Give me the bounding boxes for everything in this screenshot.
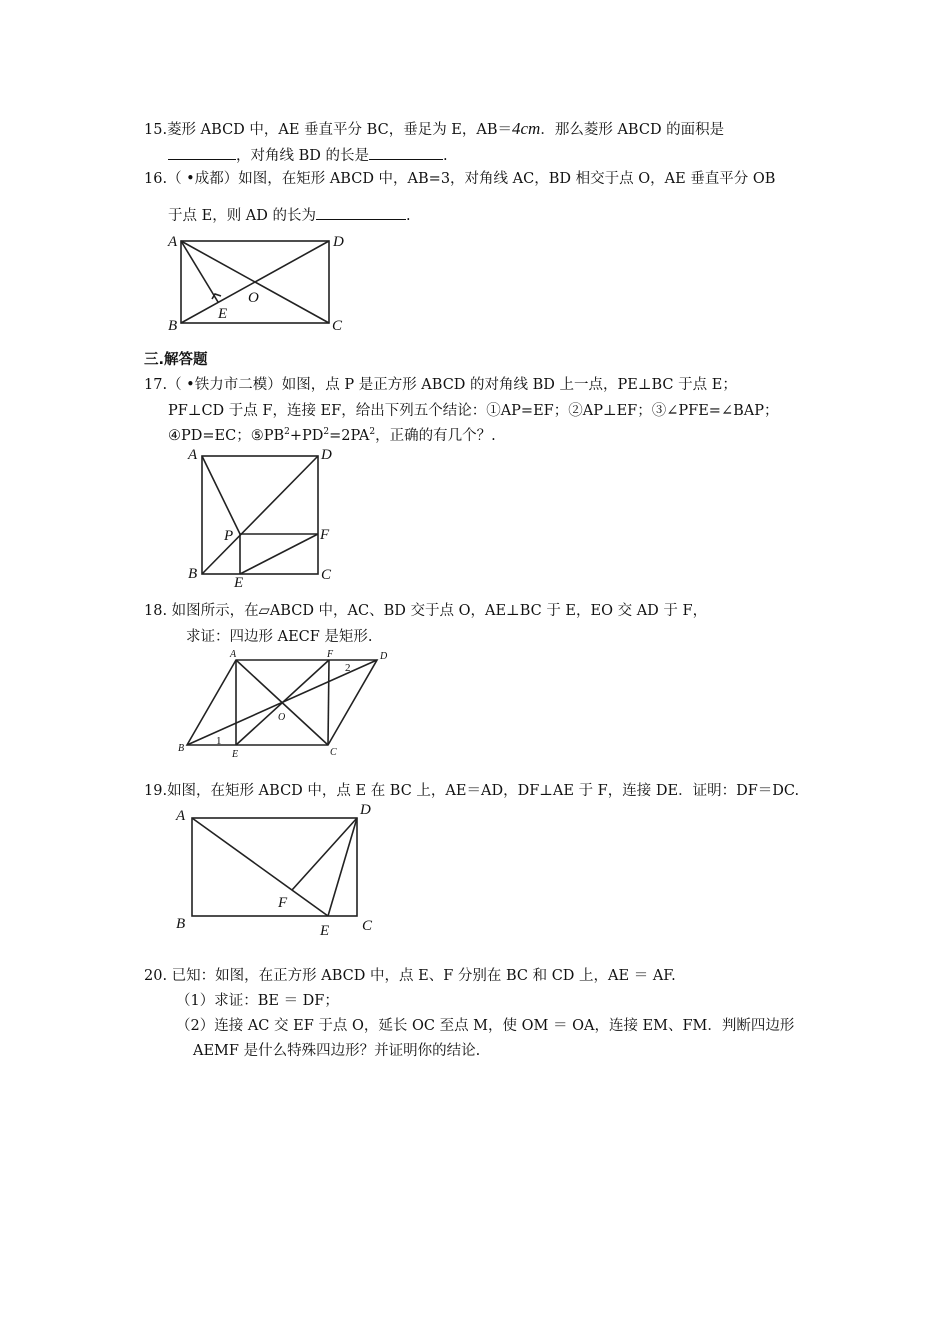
q19-segment-df — [292, 818, 357, 890]
q20-line-2: （1）求证：BE ＝ DF； — [176, 993, 339, 1009]
q15-text-2: ．那么菱形 ABCD 的面积是 — [540, 122, 725, 138]
q17-line-1 — [144, 375, 737, 395]
q16-text-1: （ •成都）如图，在矩形 ABCD 中，AB=3，对角线 AC，BD 相交于点 O，AE 垂直平分 OB — [167, 171, 776, 187]
q18-number: 18. — [144, 603, 168, 619]
q17-sup-1: 2 — [284, 427, 290, 437]
q17-label-d: D — [321, 447, 332, 463]
q20-line-1 — [144, 966, 676, 986]
q20-number: 20. — [144, 968, 168, 984]
q16-label-a: A — [168, 234, 178, 250]
q19-label-b: B — [176, 916, 186, 932]
q20-line-3: （2）连接 AC 交 EF 于点 O，延长 OC 至点 M，使 OM ＝ OA，连接 EM、FM．判断四边形 — [176, 1018, 795, 1034]
q18-label-o: O — [278, 712, 286, 723]
q16-figure — [160, 230, 360, 340]
q17-figure — [180, 444, 350, 589]
q18-label-f: F — [327, 649, 334, 660]
q18-angle-1: 1 — [216, 735, 222, 747]
q18-segment-fc — [328, 660, 329, 745]
q19-text-1: 如图，在矩形 ABCD 中，点 E 在 BC 上，AE＝AD，DF⊥AE 于 F，连接 DE．证明：DF＝DC. — [167, 783, 800, 799]
q17-segment-ap — [202, 456, 240, 534]
q19-label-c: C — [362, 918, 373, 934]
q18-line-1 — [144, 601, 707, 621]
q16-label-d: D — [333, 234, 344, 250]
q17-sup-2: 2 — [323, 427, 330, 437]
q17-text-1: （ •铁力市二模）如图，点 P 是正方形 ABCD 的对角线 BD 上一点，PE⊥BC 于点 E； — [167, 377, 737, 393]
q20-text-1: 已知：如图，在正方形 ABCD 中，点 E、F 分别在 BC 和 CD 上，AE ＝ AF. — [171, 968, 676, 984]
q17-number: 17. — [144, 377, 168, 393]
q17-sup-3: 2 — [369, 427, 376, 437]
q19-line-1 — [144, 781, 799, 801]
q16-blank — [316, 205, 406, 220]
q17-text-3c: =2PA — [329, 428, 370, 444]
q18-label-e: E — [232, 749, 239, 760]
q17-label-b: B — [188, 566, 198, 582]
q19-label-a: A — [176, 808, 186, 824]
q17-label-p: P — [224, 528, 234, 544]
q15-blank-bd — [369, 145, 443, 160]
q17-text-3a: ④PD=EC；⑤PB — [168, 428, 285, 444]
q18-angle-2: 2 — [345, 662, 351, 674]
q17-label-f: F — [320, 527, 330, 543]
q19-number: 19. — [144, 783, 168, 799]
q19-label-f: F — [278, 895, 288, 911]
section-3-heading: 三.解答题 — [144, 352, 208, 368]
q18-label-b: B — [178, 743, 185, 754]
q20-line-4: AEMF 是什么特殊四边形？并证明你的结论. — [193, 1043, 481, 1059]
q19-segment-ae — [192, 818, 328, 916]
q15-text-4: . — [443, 148, 448, 164]
q18-line-2: 求证：四边形 AECF 是矩形. — [186, 629, 373, 645]
q17-line-3 — [168, 426, 496, 446]
q15-line-2 — [168, 145, 448, 166]
q19-label-d: D — [360, 802, 371, 818]
q19-figure — [170, 800, 380, 940]
q16-text-3: . — [406, 208, 411, 224]
q19-label-e: E — [320, 923, 330, 939]
q15-number: 15. — [144, 122, 168, 138]
q16-line-2 — [168, 205, 411, 226]
q16-label-b: B — [168, 318, 178, 334]
q16-number: 16. — [144, 171, 168, 187]
q16-label-e: E — [218, 306, 228, 322]
q15-text-1: 菱形 ABCD 中，AE 垂直平分 BC，垂足为 E，AB＝ — [167, 122, 513, 138]
q17-label-c: C — [321, 567, 332, 583]
q18-label-c: C — [330, 747, 337, 758]
q16-segment-ae — [181, 241, 218, 302]
q17-text-3d: ，正确的有几个？. — [375, 428, 496, 444]
q17-line-2: PF⊥CD 于点 F，连接 EF，给出下列五个结论：①AP=EF；②AP⊥EF；③∠PFE=∠BAP； — [168, 403, 779, 419]
q16-text-2: 于点 E，则 AD 的长为 — [168, 208, 317, 224]
q16-label-c: C — [332, 318, 343, 334]
q18-figure — [172, 645, 402, 760]
q15-line-1 — [144, 119, 724, 140]
q18-text-1: 如图所示，在▱ABCD 中，AC、BD 交于点 O，AE⊥BC 于 E，EO 交 AD 于 F， — [171, 603, 708, 619]
q16-line-1 — [144, 169, 775, 189]
q15-length: 4cm — [512, 119, 541, 138]
q17-segment-ef — [240, 534, 318, 574]
q15-blank-area — [168, 145, 236, 160]
q19-segment-de — [328, 818, 357, 916]
q17-label-a: A — [188, 447, 198, 463]
q16-label-o: O — [248, 290, 259, 306]
q17-label-e: E — [234, 575, 244, 591]
q18-label-a: A — [230, 649, 237, 660]
q17-diagonal-bd — [202, 456, 318, 574]
q15-text-3: ，对角线 BD 的长是 — [236, 148, 369, 164]
q18-label-d: D — [380, 651, 388, 662]
q17-text-3b: +PD — [289, 428, 324, 444]
